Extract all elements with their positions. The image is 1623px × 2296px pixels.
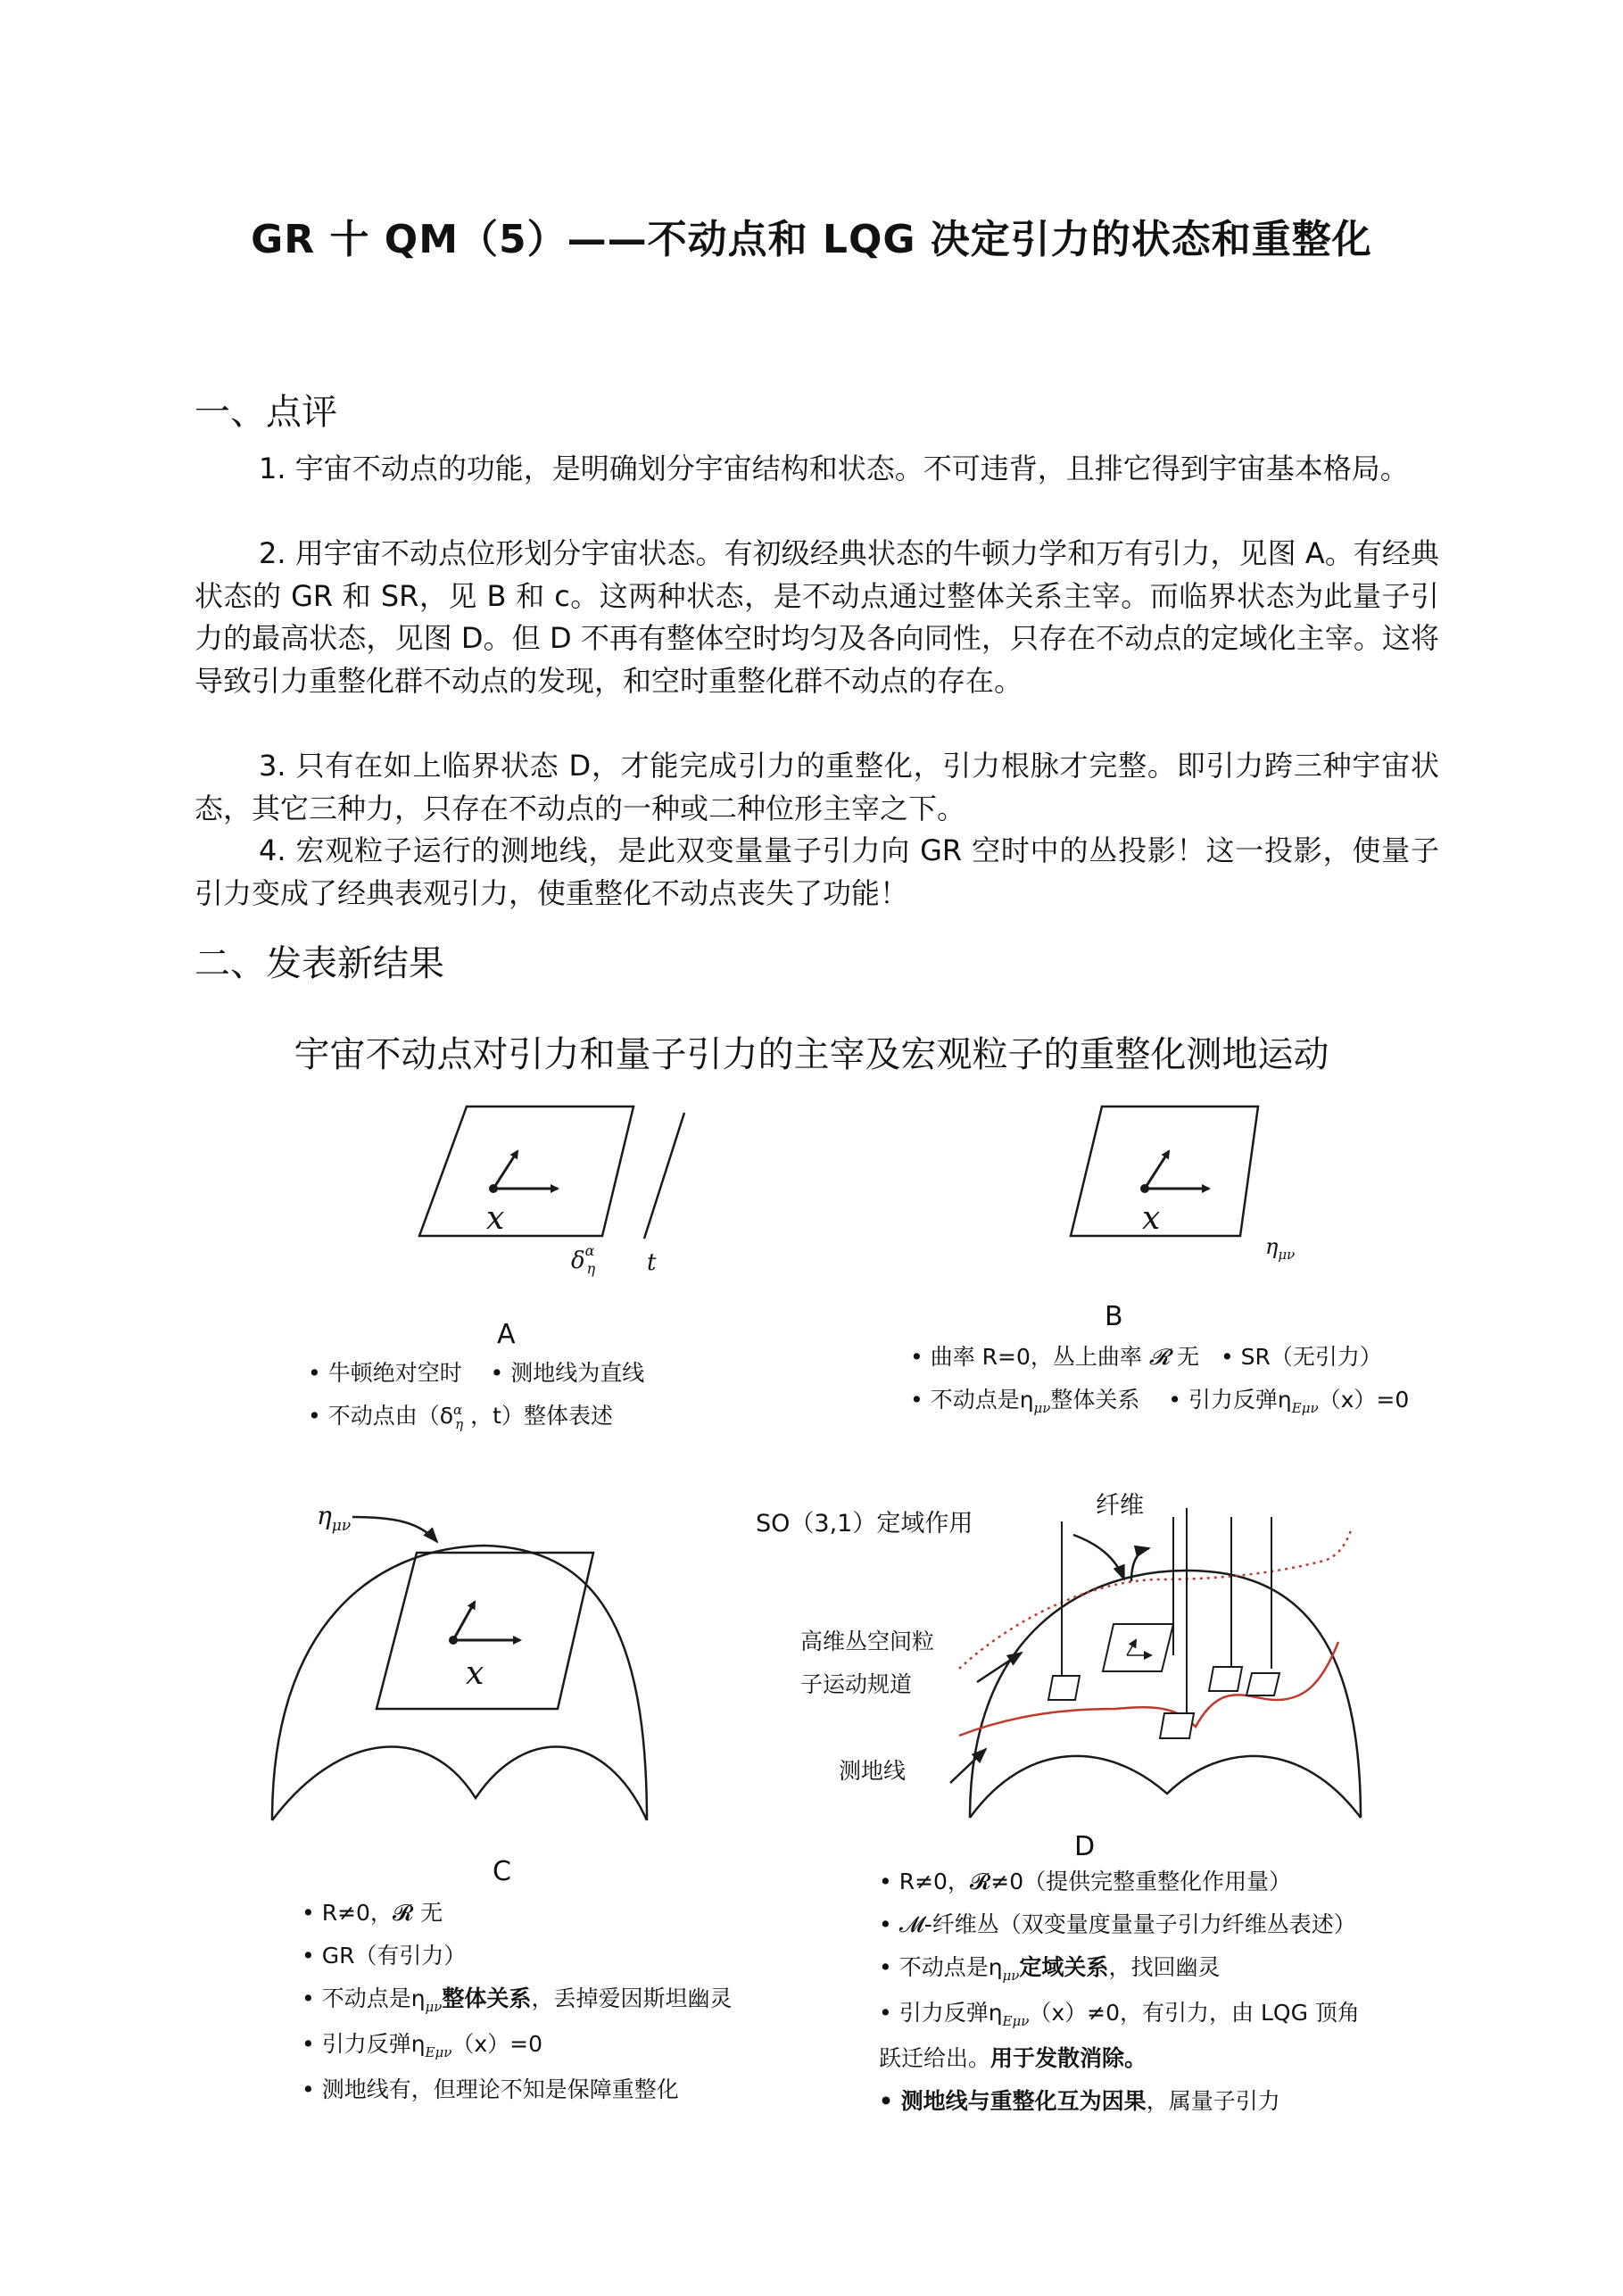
panel-d-hd-label-2: 子运动规道 <box>800 1671 913 1697</box>
panel-a-time-line <box>644 1113 684 1239</box>
panel-a-caption-line-2: • 不动点由（$\delta^\alpha_\eta$ ，t）整体表述 <box>308 1402 613 1432</box>
panel-c-captions <box>302 1892 732 2111</box>
panel-d-local-plane <box>1246 1673 1279 1695</box>
section-heading-new-results: 二、发表新结果 <box>195 943 444 984</box>
panel-a-arrow-up <box>493 1151 518 1189</box>
panel-c-caption-line: • R≠0，𝓡 无 <box>302 1900 443 1926</box>
panel-c-inner-arcs <box>272 1747 647 1820</box>
panel-b-eta-label: $\eta_{\mu\nu}$ <box>1265 1234 1296 1263</box>
panel-c-eta-label: $\eta_{\mu\nu}$ <box>317 1501 352 1535</box>
panel-a-t-label: t <box>647 1249 657 1276</box>
panel-d-caption-line: • 测地线与重整化互为因果，属量子引力 <box>879 2088 1280 2114</box>
panel-d-geodesic-label: 测地线 <box>839 1758 907 1784</box>
panel-d-local-plane <box>1103 1624 1173 1671</box>
panel-c-caption-line: • 测地线有，但理论不知是保障重整化 <box>302 2076 679 2102</box>
panel-b-diagram <box>1071 1107 1258 1236</box>
panel-a-plane <box>419 1107 633 1236</box>
panel-d-caption-line: • 𝓜-纤维丛（双变量度量量子引力纤维丛表述） <box>879 1911 1356 1937</box>
panel-c-caption-line: • 引力反弹$\eta_{E\mu\nu}(x)=0$ <box>302 2031 543 2060</box>
panel-b-captions <box>910 1336 1409 1424</box>
page-title: GR 十 QM（5）——不动点和 LQG 决定引力的状态和重整化 <box>251 217 1372 262</box>
paragraph-1: 1. 宇宙不动点的功能，是明确划分宇宙结构和状态。不可违背，且排它得到宇宙基本格局。 <box>259 452 1409 485</box>
panel-d-diagram <box>950 1508 1361 1818</box>
panel-b-plane <box>1071 1107 1258 1236</box>
panel-c-caption-line: • 不动点是$\eta_{\mu\nu}$整体关系，丢掉爱因斯坦幽灵 <box>302 1985 733 2015</box>
panel-c-diagram <box>272 1517 647 1820</box>
panel-c-outer-arc <box>272 1546 647 1820</box>
panel-d-inner-arcs <box>970 1756 1361 1818</box>
panel-d-geodesic-pointer <box>950 1749 986 1783</box>
panel-b-x-label: x <box>1142 1200 1161 1237</box>
panel-a-letter: A <box>497 1319 516 1350</box>
panel-d-fiber-curved-pointer <box>1073 1535 1124 1579</box>
section-heading-review: 一、点评 <box>195 392 337 433</box>
panel-c-caption-line: • GR（有引力） <box>302 1943 467 1969</box>
panel-a-delta-label: $\delta^\alpha_\eta$ <box>571 1242 596 1277</box>
panel-d-fiber-label: 纤维 <box>1096 1492 1144 1520</box>
panel-b-caption-line-2: • 不动点是$\eta_{\mu\nu}$整体关系 • 引力反弹$\eta_{E\mu\nu}(x)=0$ <box>910 1387 1410 1416</box>
panel-d-hd-label-1: 高维丛空间粒 <box>800 1629 935 1654</box>
figure-title: 宇宙不动点对引力和量子引力的主宰及宏观粒子的重整化测地运动 <box>294 1034 1329 1075</box>
panel-d-letter: D <box>1074 1831 1096 1862</box>
panel-d-caption-line: • R≠0，𝓡≠0（提供完整重整化作用量） <box>879 1869 1292 1894</box>
panel-d-local-plane <box>1048 1676 1080 1700</box>
panel-d-so31-label: SO（3,1）定域作用 <box>756 1510 973 1538</box>
paragraph-3: 3. 只有在如上临界状态 D，才能完成引力的重整化，引力根脉才完整。即引力跨三种宇宙状态，其它三种力，只存在不动点的一种或二种位形主宰之下。 <box>195 749 1439 825</box>
panel-d-caption-line: 跃迁给出。用于发散消除。 <box>879 2045 1147 2071</box>
panel-a-caption-line-1: • 牛顿绝对空时 • 测地线为直线 <box>308 1360 645 1386</box>
panel-b-caption-line-1: • 曲率 R=0，丛上曲率 𝓡 无 • SR（无引力） <box>910 1344 1382 1370</box>
paragraph-2: 2. 用宇宙不动点位形划分宇宙状态。有初级经典状态的牛顿力学和万有引力，见图 A。有经典状态的 GR 和 SR，见 B 和 c。这两种状态，是不动点通过整体关系主宰。而临界状态为此量子引力的最高状态，见图 D。但 D 不再有整体空时均匀及各向同性，只存在不动点的定域化主宰。这将导致引力重整化群不动点的发现，和空时重整化群不动点的存在。 <box>195 536 1439 698</box>
panel-d-caption-line: • 不动点是$\eta_{\mu\nu}$定域关系，找回幽灵 <box>879 1954 1221 1984</box>
panel-c-eta-pointer <box>352 1517 437 1542</box>
paragraph-4: 4. 宏观粒子运行的测地线，是此双变量量子引力向 GR 空时中的丛投影！这一投影，使量子引力变成了经典表观引力，使重整化不动点丧失了功能！ <box>195 833 1439 910</box>
panel-d-local-plane <box>1160 1713 1194 1738</box>
panel-a-diagram <box>419 1107 684 1239</box>
panel-d-caption-line: • 引力反弹$\eta_{E\mu\nu}(x)\ne 0$，有引力，由 LQG 顶角 <box>879 2000 1360 2029</box>
panel-b-arrow-up <box>1145 1151 1169 1189</box>
panel-c-letter: C <box>493 1856 511 1887</box>
panel-d-local-plane <box>1209 1667 1242 1691</box>
panel-b-letter: B <box>1105 1301 1123 1332</box>
panel-d-captions <box>879 1861 1360 2123</box>
panel-a-x-label: x <box>486 1200 505 1237</box>
panel-c-x-label: x <box>466 1655 484 1692</box>
panel-c-arrow-up <box>453 1602 475 1640</box>
panel-c-plane <box>377 1553 593 1709</box>
panel-a-captions <box>308 1352 644 1440</box>
